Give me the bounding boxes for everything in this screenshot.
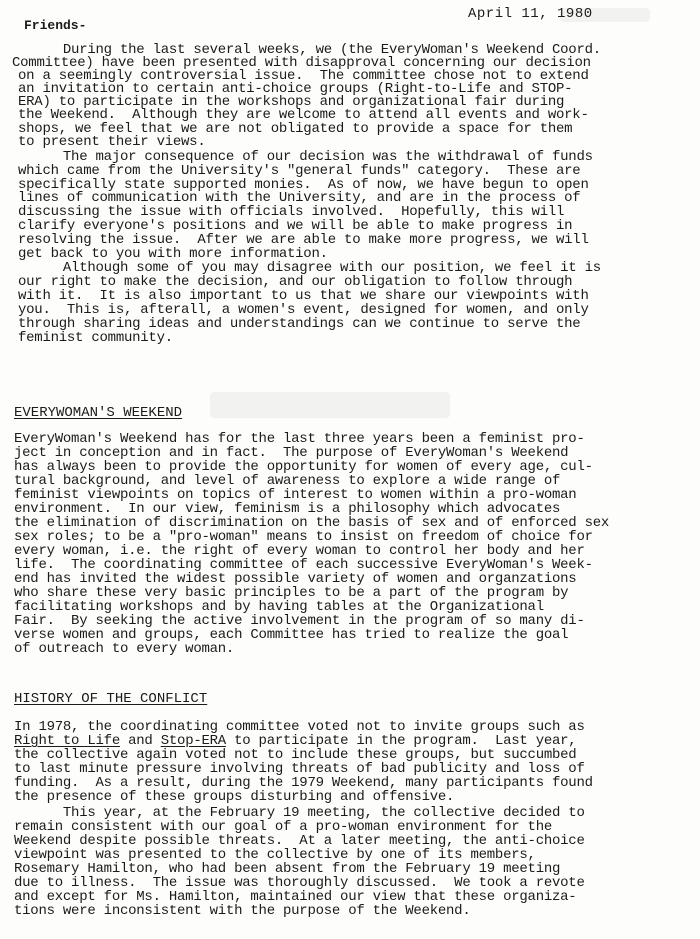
letter-greeting: Friends- [24, 18, 87, 33]
text-line: remain consistent with our goal of a pro-woman environment for the [14, 819, 552, 835]
text-line: which came from the University's "general funds" category. These are [18, 163, 581, 179]
text-line: the elimination of discrimination on the basis of sex and of enforced sex [14, 515, 610, 531]
text-line: environment. In our view, feminism is a philosophy which advocates [14, 501, 561, 517]
text-line: This year, at the February 19 meeting, the collective decided to [14, 805, 585, 821]
text-line: to present their views. [18, 134, 206, 150]
text-line: the collective again voted not to include these groups, but succumbed [14, 747, 577, 763]
text-line: get back to you with more information. [18, 246, 328, 262]
text-line: feminist community. [18, 330, 173, 346]
text-line: through sharing ideas and understandings can we continue to serve the [18, 316, 581, 332]
text-span: to participate in the program. Last year, [225, 733, 577, 749]
text-line: Committee) have been presented with disapproval concerning our decision [12, 55, 591, 71]
text-line: to last minute pressure involving threats of bad publicity and loss of [14, 761, 585, 777]
text-line: on a seemingly controversial issue. The committee chose not to extend [18, 68, 589, 84]
text-line: The major consequence of our decision was the withdrawal of funds [14, 149, 593, 165]
text-line: clarify everyone's positions and we will be able to make progress in [18, 218, 573, 234]
text-line: feminist viewpoints on topics of interest to women within a pro-woman [14, 487, 577, 503]
text-line: Fair. By seeking the active involvement in the program of so many di- [14, 613, 585, 629]
text-line: shops, we feel that we are not obligated to provide a space for them [18, 121, 573, 137]
text-line: end has invited the widest possible variety of women and organzations [14, 571, 577, 587]
text-line: due to illness. The issue was thoroughly discussed. We took a revote [14, 875, 585, 891]
scan-smudge [210, 392, 450, 418]
text-line: Although some of you may disagree with our position, we feel it is [14, 260, 601, 276]
text-line: discussing the issue with officials involved. Hopefully, this will [18, 204, 565, 220]
underlined-group-name: Right to Life [14, 733, 120, 749]
letter-date: April 11, 1980 [468, 6, 593, 22]
text-line: tural background, and level of awareness to explore a wide range of [14, 473, 561, 489]
text-line: Weekend despite possible threats. At a later meeting, the anti-choice [14, 833, 585, 849]
text-line: In 1978, the coordinating committee voted not to invite groups such as [14, 719, 585, 735]
text-line: ERA) to participate in the workshops and organizational fair during [18, 94, 565, 110]
text-line: resolving the issue. After we are able to make more progress, we will [18, 232, 589, 248]
text-line: specifically state supported monies. As of now, we have begun to open [18, 177, 589, 193]
text-line: ject in conception and in fact. The purpose of EveryWoman's Weekend [14, 445, 569, 461]
text-line: the presence of these groups disturbing and offensive. [14, 789, 455, 805]
text-line: sex roles; to be a "pro-woman" means to insist on freedom of choice for [14, 529, 593, 545]
text-line: funding. As a result, during the 1979 Weekend, many participants found [14, 775, 593, 791]
text-line: of outreach to every woman. [14, 641, 235, 657]
text-line: facilitating workshops and by having tables at the Organizational [14, 599, 544, 615]
text-line: tions were inconsistent with the purpose of the Weekend. [14, 903, 471, 919]
text-line: every woman, i.e. the right of every woman to control her body and her [14, 543, 585, 559]
text-line: has always been to provide the opportunity for women of every age, cul- [14, 459, 593, 475]
text-line: lines of communication with the University, and are in the process of [18, 190, 581, 206]
text-line: with it. It is also important to us that we share our viewpoints with [18, 288, 589, 304]
section-heading-everywomans-weekend: EVERYWOMAN'S WEEKEND [14, 405, 183, 421]
text-line-with-underlined-names [14, 734, 576, 748]
text-line: viewpoint was presented to the collective by one of its members, [14, 847, 536, 863]
text-line: you. This is, afterall, a women's event, designed for women, and only [18, 302, 589, 318]
section-heading-history-of-the-conflict: HISTORY OF THE CONFLICT [14, 691, 208, 707]
underlined-group-name: Stop-ERA [160, 733, 226, 749]
text-line: who share these very basic principles to be a part of the program by [14, 585, 569, 601]
text-span: and [119, 733, 161, 749]
text-line: EveryWoman's Weekend has for the last three years been a feminist pro- [14, 431, 585, 447]
text-line: the Weekend. Although they are welcome to attend all events and work- [18, 107, 589, 123]
text-line: Rosemary Hamilton, who had been absent from the February 19 meeting [14, 861, 561, 877]
text-line: life. The coordinating committee of each successive EveryWoman's Week- [14, 557, 593, 573]
text-line: verse women and groups, each Committee has tried to realize the goal [14, 627, 569, 643]
text-line: and except for Ms. Hamilton, maintained our view that these organiza- [14, 889, 577, 905]
text-line: an invitation to certain anti-choice groups (Right-to-Life and STOP- [18, 81, 573, 97]
text-line: During the last several weeks, we (the EveryWoman's Weekend Coord. [14, 42, 601, 58]
text-line: our right to make the decision, and our obligation to follow through [18, 274, 573, 290]
